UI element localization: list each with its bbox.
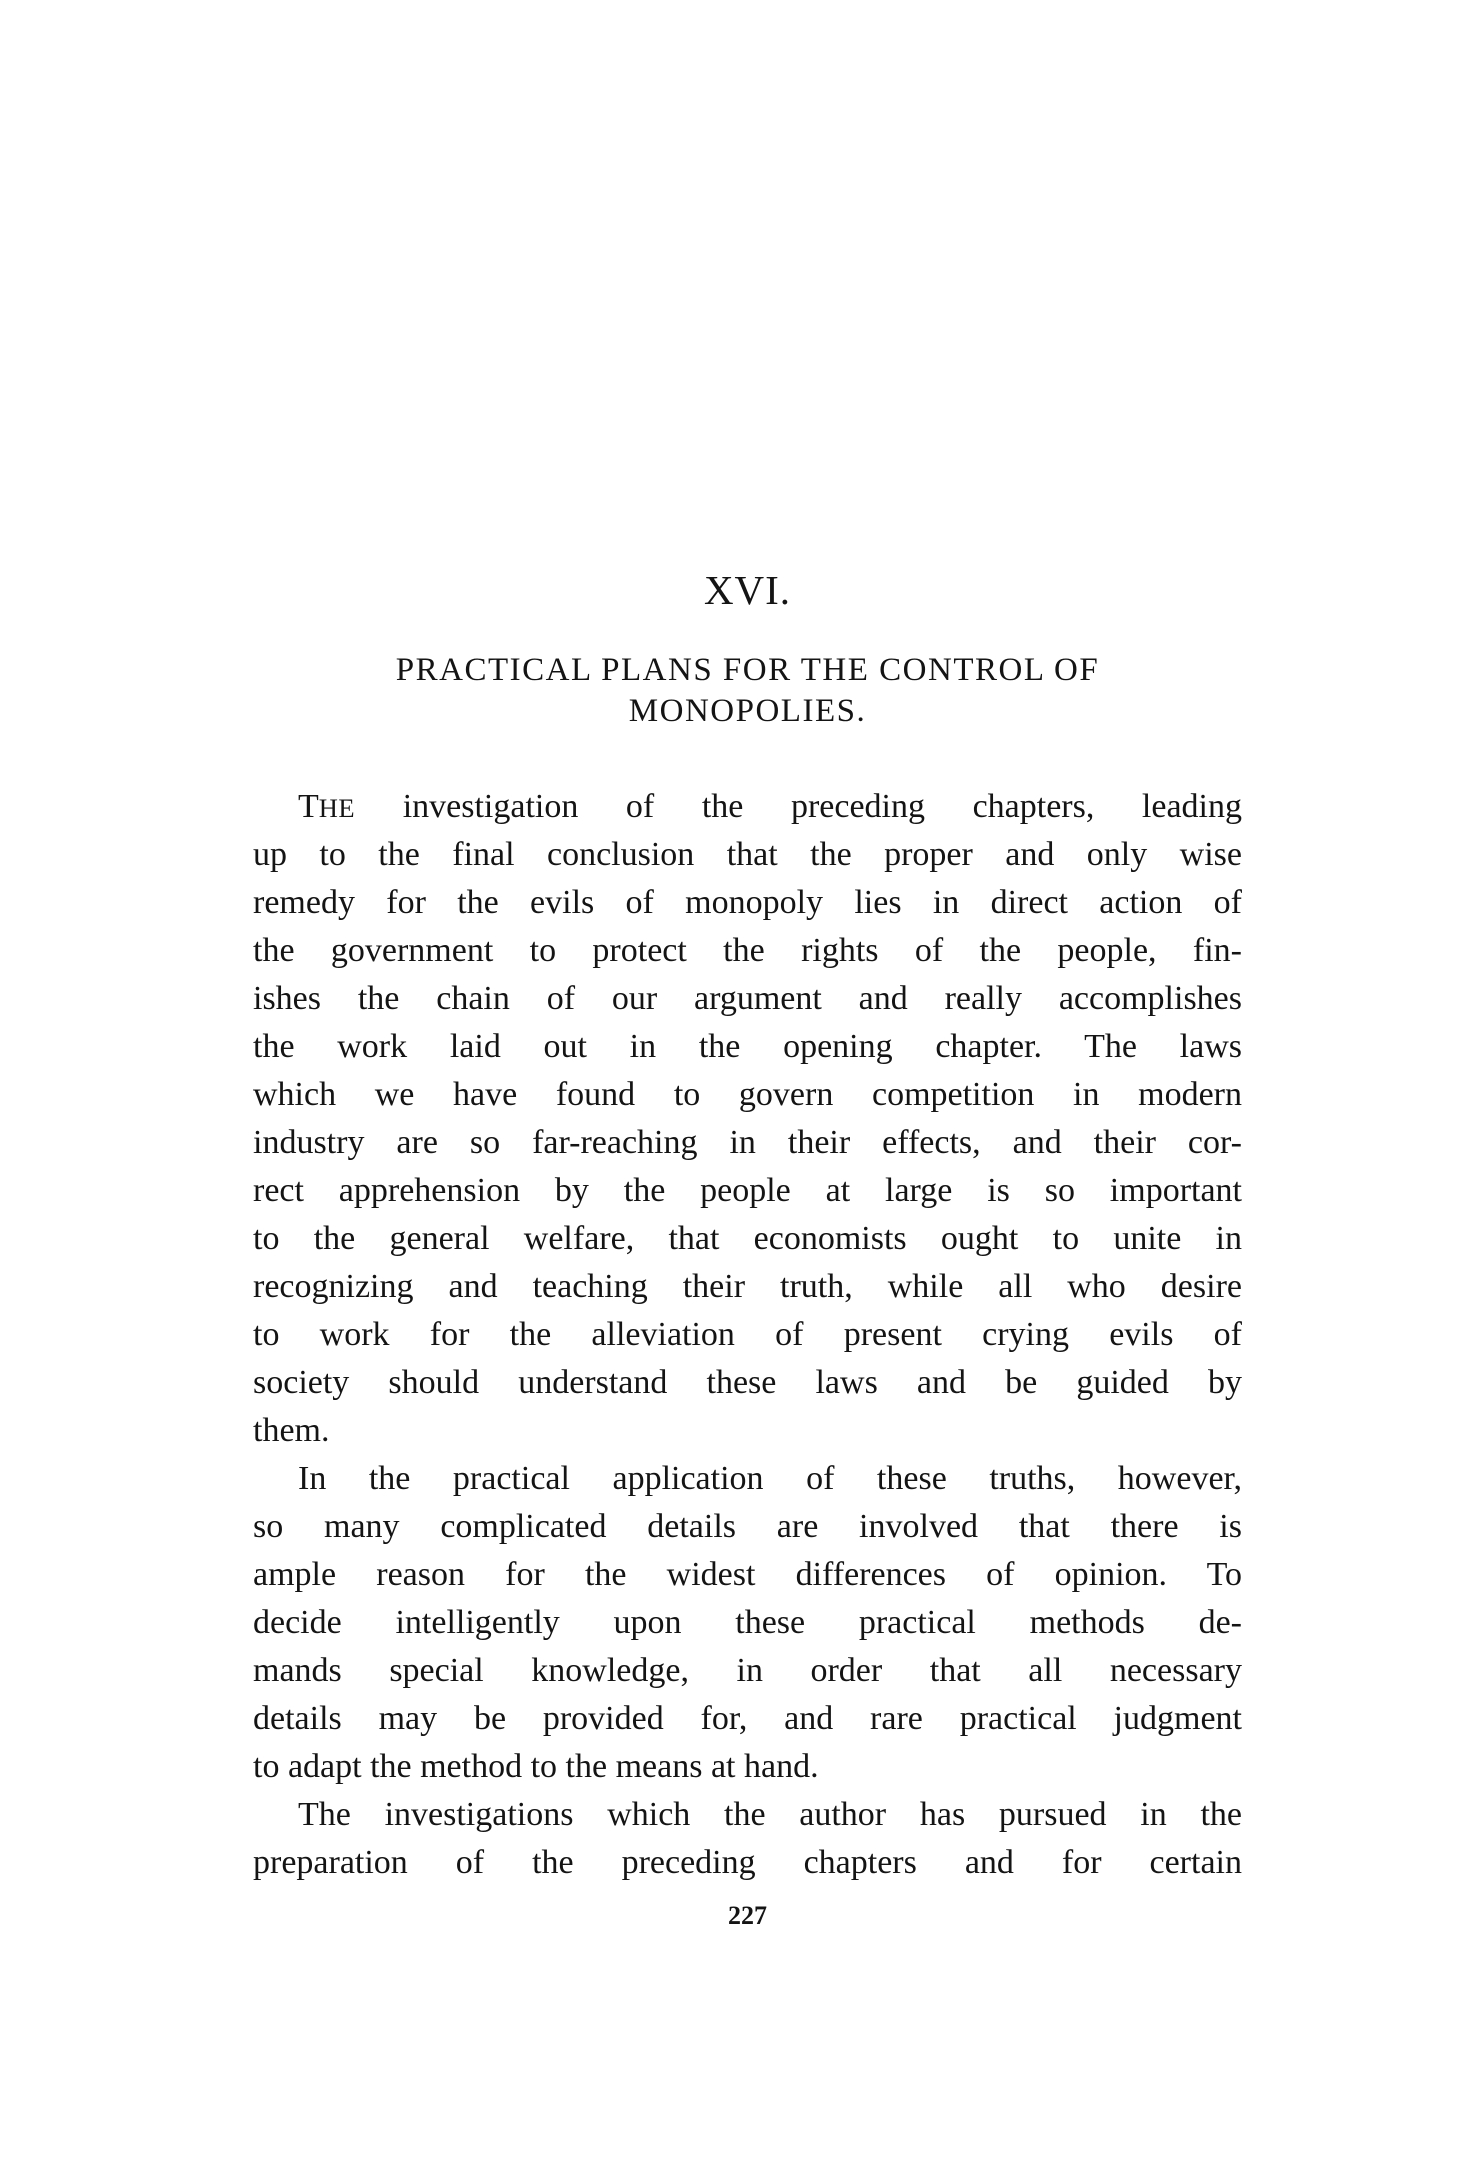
text-line: details may be provided for, and rare practical judgment: [253, 1700, 1242, 1737]
paragraph: [253, 1791, 1242, 1887]
text-line: society should understand these laws and be guided by: [253, 1364, 1242, 1401]
text-line: to the general welfare, that economists ought to unite in: [253, 1220, 1242, 1257]
opening-initial: T: [298, 788, 319, 825]
text-line: remedy for the evils of monopoly lies in direct action of: [253, 884, 1242, 921]
text-line: the work laid out in the opening chapter. The laws: [253, 1028, 1242, 1065]
text-line: rect apprehension by the people at large is so important: [253, 1172, 1242, 1209]
chapter-number: XVI.: [703, 567, 792, 613]
body-text: [253, 783, 1242, 1887]
text-line: The investigations which the author has pursued in the: [298, 1796, 1242, 1833]
text-line: preparation of the preceding chapters and for certain: [253, 1844, 1242, 1881]
text-line: mands special knowledge, in order that all necessary: [253, 1652, 1242, 1689]
text-line: the government to protect the rights of the people, fin-: [253, 932, 1242, 969]
text-line: In the practical application of these truths, however,: [298, 1460, 1242, 1497]
text-line: ishes the chain of our argument and really accomplishes: [253, 980, 1242, 1017]
paragraph: [253, 783, 1242, 1455]
page-number: 227: [728, 1901, 767, 1930]
text-line: to work for the alleviation of present crying evils of: [253, 1316, 1242, 1353]
text-line: to adapt the method to the means at hand.: [253, 1748, 819, 1785]
text-line: THE investigation of the preceding chapters, leading: [298, 788, 1242, 825]
text-line: up to the final conclusion that the proper and only wise: [253, 836, 1242, 873]
text-line: ample reason for the widest differences of opinion. To: [253, 1556, 1242, 1593]
text-line: industry are so far-reaching in their effects, and their cor-: [253, 1124, 1242, 1161]
chapter-title-line: PRACTICAL PLANS FOR THE CONTROL OF: [395, 652, 1100, 688]
text-line: so many complicated details are involved that there is: [253, 1508, 1242, 1545]
text-line: decide intelligently upon these practical methods de-: [253, 1604, 1242, 1641]
text-line: them.: [253, 1412, 330, 1449]
chapter-title: [253, 650, 1242, 732]
paragraph: [253, 1455, 1242, 1791]
opening-small-caps: HE: [318, 793, 356, 823]
text-line: recognizing and teaching their truth, while all who desire: [253, 1268, 1242, 1305]
text-line: which we have found to govern competition in modern: [253, 1076, 1242, 1113]
chapter-title-line: MONOPOLIES.: [628, 693, 867, 729]
